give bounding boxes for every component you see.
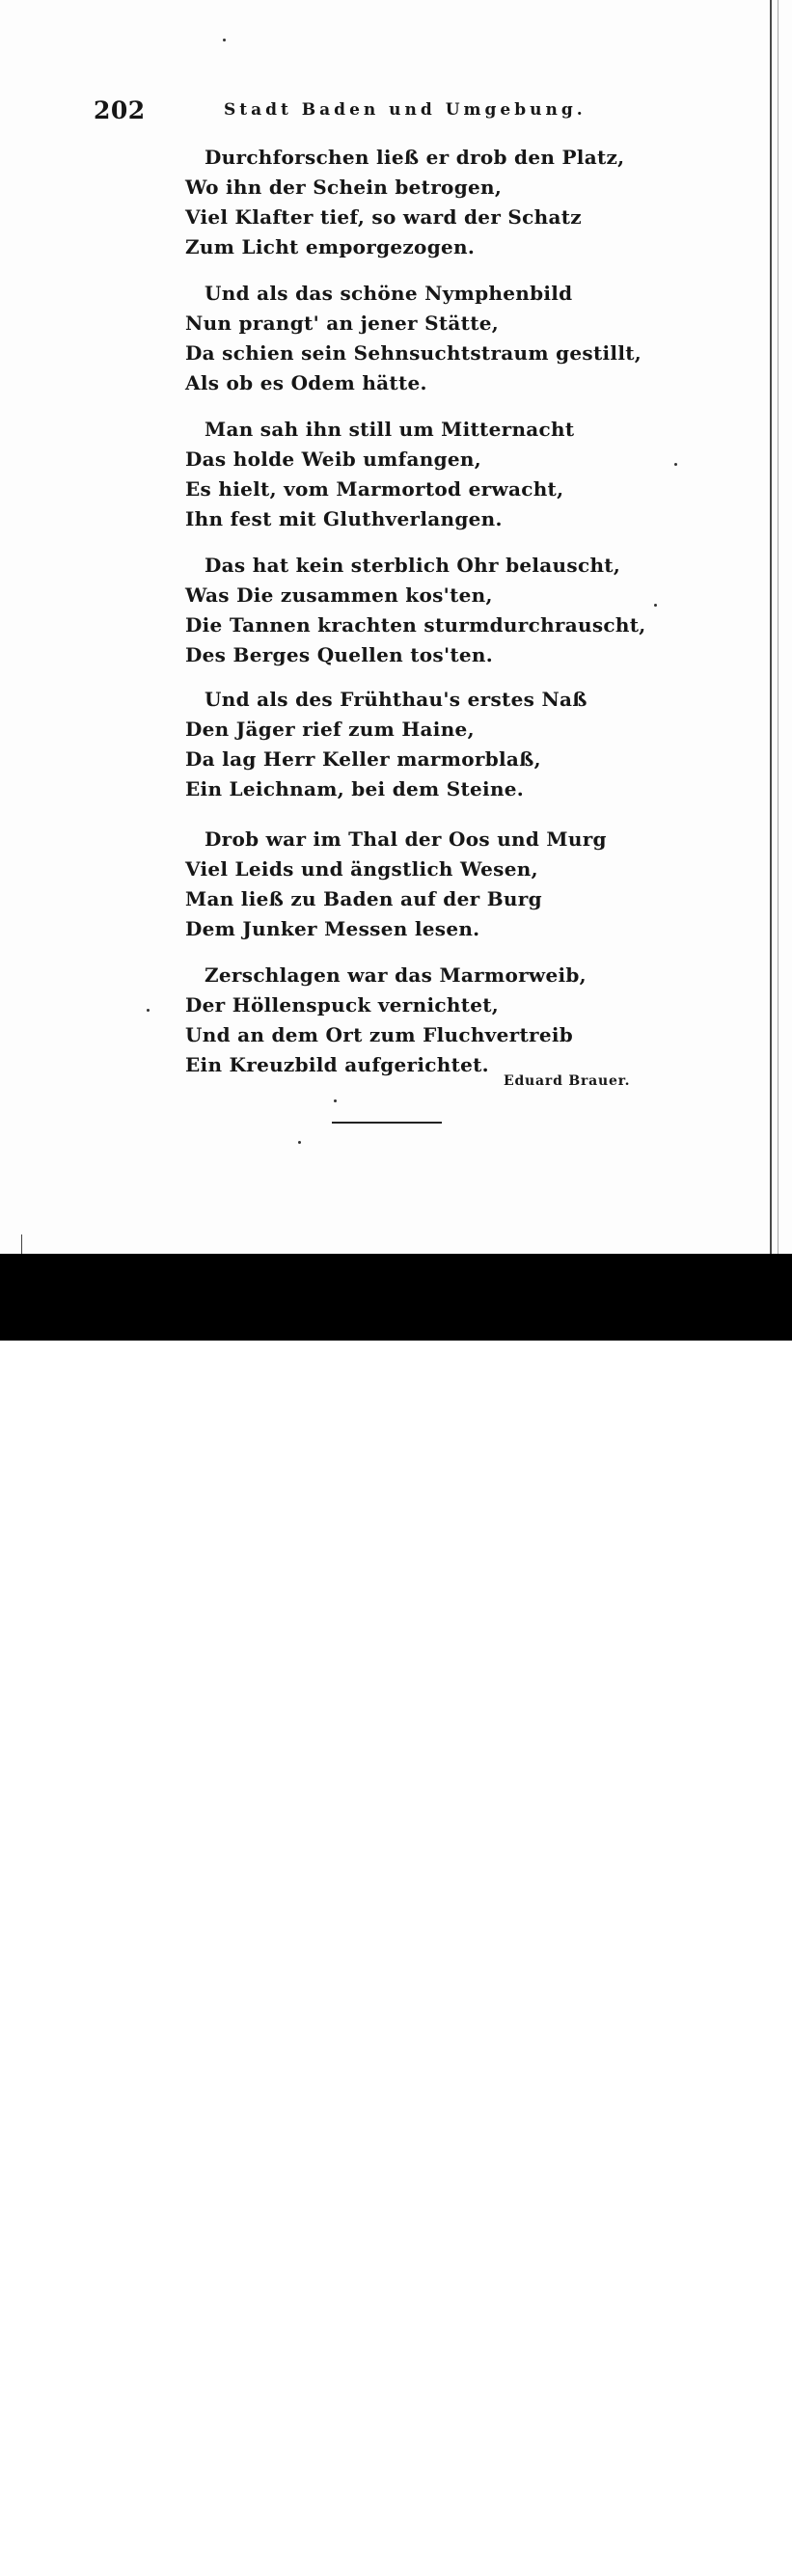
poem-line: Viel Leids und ängstlich Wesen, bbox=[185, 857, 538, 881]
poem-line: Das hat kein sterblich Ohr belauscht, bbox=[205, 554, 621, 577]
print-speck bbox=[223, 39, 226, 41]
print-speck bbox=[147, 1009, 150, 1012]
watermark-url: www.alamy.com bbox=[648, 2559, 765, 2576]
poem-line: Es hielt, vom Marmortod erwacht, bbox=[185, 477, 564, 501]
poem-line: Als ob es Odem hätte. bbox=[185, 371, 427, 394]
poem-line: Der Höllenspuck vernichtet, bbox=[185, 993, 500, 1017]
stanza-3 bbox=[185, 415, 629, 534]
running-head: Stadt Baden und Umgebung. bbox=[224, 100, 587, 120]
poem-line: Und als des Frühthau's erstes Naß bbox=[205, 688, 587, 711]
poem-line: Durchforschen ließ er drob den Platz, bbox=[205, 146, 625, 169]
stanza-4 bbox=[185, 551, 646, 670]
poem-line: Dem Junker Messen lesen. bbox=[185, 917, 480, 940]
alamy-logo: alamy bbox=[31, 2524, 157, 2568]
poem-line: Drob war im Thal der Oos und Murg bbox=[205, 827, 607, 851]
print-speck bbox=[674, 463, 677, 466]
poem-line: Ein Leichnam, bei dem Steine. bbox=[185, 777, 525, 800]
poem-line: Und an dem Ort zum Fluchvertreib bbox=[185, 1023, 574, 1046]
poem-line: Da schien sein Sehnsuchtstraum gestillt, bbox=[185, 341, 642, 365]
poem-line: Und als das schöne Nymphenbild bbox=[205, 282, 573, 305]
poem-line: Da lag Herr Keller marmorblaß, bbox=[185, 747, 541, 771]
poem-line: Die Tannen krachten sturmdurchrauscht, bbox=[185, 613, 646, 637]
stanza-7 bbox=[185, 961, 629, 1080]
stanza-5 bbox=[185, 685, 629, 804]
poem-line: Man sah ihn still um Mitternacht bbox=[205, 418, 575, 441]
poem-line: Den Jäger rief zum Haine, bbox=[185, 718, 475, 741]
page-number: 202 bbox=[94, 96, 146, 124]
poem-line: Ihn fest mit Gluthverlangen. bbox=[185, 507, 503, 530]
poem-line: Nun prangt' an jener Stätte, bbox=[185, 312, 500, 335]
stanza-6 bbox=[185, 825, 629, 944]
stanza-1 bbox=[185, 143, 629, 262]
poem-line: Des Berges Quellen tos'ten. bbox=[185, 643, 494, 666]
poem-line: Ein Kreuzbild aufgerichtet. bbox=[185, 1053, 489, 1076]
book-page bbox=[0, 0, 792, 1254]
stanza-2 bbox=[185, 279, 642, 398]
author-signature: Eduard Brauer. bbox=[504, 1073, 631, 1089]
image-id: JE7N8W bbox=[681, 2527, 765, 2551]
print-speck bbox=[298, 1141, 301, 1144]
poem-line: Man ließ zu Baden auf der Burg bbox=[185, 887, 542, 910]
scan-edge-mark bbox=[21, 1234, 22, 1254]
watermark-bar bbox=[0, 1254, 792, 2576]
poem-line: Zum Licht emporgezogen. bbox=[185, 235, 476, 258]
poem-line: Zerschlagen war das Marmorweib, bbox=[205, 963, 587, 987]
poem-line: Viel Klafter tief, so ward der Schatz bbox=[185, 205, 582, 229]
scan-edge-line bbox=[770, 0, 772, 1254]
print-speck bbox=[334, 1099, 337, 1102]
print-speck bbox=[654, 604, 657, 607]
poem-line: Was Die zusammen kos'ten, bbox=[185, 583, 493, 607]
section-divider bbox=[332, 1122, 442, 1124]
poem-line: Wo ihn der Schein betrogen, bbox=[185, 176, 503, 199]
poem-line: Das holde Weib umfangen, bbox=[185, 447, 481, 471]
